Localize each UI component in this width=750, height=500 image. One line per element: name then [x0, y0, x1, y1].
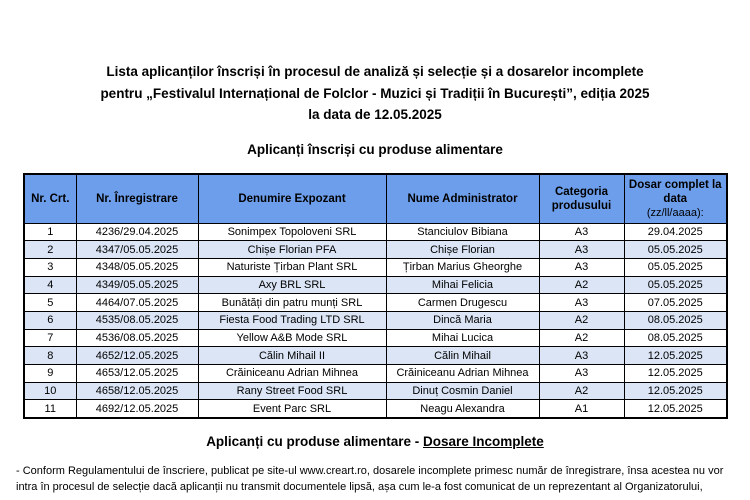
table-cell: A2 [539, 382, 624, 400]
table-row [24, 294, 727, 312]
header-categoria-produsului: Categoria produsului [539, 174, 624, 224]
table-cell: Sonimpex Topoloveni SRL [198, 223, 386, 241]
table-cell: A3 [539, 241, 624, 259]
table-cell: Axy BRL SRL [198, 276, 386, 294]
table-cell: Călin Mihail II [198, 347, 386, 365]
table-cell: 08.05.2025 [624, 329, 727, 347]
table-row [24, 258, 727, 276]
table-row [24, 223, 727, 241]
table-cell: Chișe Florian [386, 241, 539, 259]
page-title [0, 0, 750, 126]
table-cell: 11 [24, 400, 76, 418]
table-cell: 4653/12.05.2025 [76, 365, 198, 383]
table-cell: Dinuț Cosmin Daniel [386, 382, 539, 400]
table-cell: 7 [24, 329, 76, 347]
table-cell: Mihai Lucica [386, 329, 539, 347]
header-denumire-expozant: Denumire Expozant [198, 174, 386, 224]
table-cell: 4348/05.05.2025 [76, 258, 198, 276]
header-nr-inregistrare: Nr. Înregistrare [76, 174, 198, 224]
table-cell: 29.04.2025 [624, 223, 727, 241]
table-row [24, 311, 727, 329]
page-title-line-1: Lista aplicanților înscriși în procesul de analiză și selecție și a dosarelor incomplete [106, 64, 644, 79]
table-cell: Stanciulov Bibiana [386, 223, 539, 241]
table-cell: 4464/07.05.2025 [76, 294, 198, 312]
table-cell: A2 [539, 329, 624, 347]
table-cell: 12.05.2025 [624, 347, 727, 365]
table-cell: Chișe Florian PFA [198, 241, 386, 259]
table-row [24, 241, 727, 259]
table-cell: 05.05.2025 [624, 258, 727, 276]
table-cell: 10 [24, 382, 76, 400]
table-cell: 12.05.2025 [624, 400, 727, 418]
table-cell: 07.05.2025 [624, 294, 727, 312]
table-cell: Țirban Marius Gheorghe [386, 258, 539, 276]
table-cell: A3 [539, 365, 624, 383]
table-cell: A3 [539, 294, 624, 312]
table-row [24, 347, 727, 365]
header-nr-crt: Nr. Crt. [24, 174, 76, 224]
table-cell: Neagu Alexandra [386, 400, 539, 418]
table-cell: 12.05.2025 [624, 382, 727, 400]
table-cell: 5 [24, 294, 76, 312]
table-cell: 05.05.2025 [624, 276, 727, 294]
table-cell: 4692/12.05.2025 [76, 400, 198, 418]
header-dosar-complet-bold: Dosar complet la data [628, 178, 722, 205]
page-title-line-2: pentru „Festivalul Internațional de Folclor - Muzici și Tradiții în București”, ediția 2025 [100, 85, 650, 101]
table-cell: Crăiniceanu Adrian Mihnea [386, 365, 539, 383]
table-row [24, 382, 727, 400]
section-heading-incomplete-files [0, 434, 750, 449]
table-cell: A3 [539, 223, 624, 241]
table-row [24, 365, 727, 383]
table-cell: Rany Street Food SRL [198, 382, 386, 400]
page-title-line-3: la data de 12.05.2025 [308, 107, 442, 122]
table-cell: 6 [24, 311, 76, 329]
table-cell: 1 [24, 223, 76, 241]
table-cell: 4652/12.05.2025 [76, 347, 198, 365]
table-cell: A1 [539, 400, 624, 418]
section-heading-food-applicants: Aplicanți înscriși cu produse alimentare [247, 141, 503, 157]
table-row [24, 400, 727, 418]
table-cell: Carmen Drugescu [386, 294, 539, 312]
table-cell: Dincă Maria [386, 311, 539, 329]
applicants-table [23, 173, 728, 420]
table-cell: A2 [539, 311, 624, 329]
table-cell: 4 [24, 276, 76, 294]
table-cell: Naturiste Țirban Plant SRL [198, 258, 386, 276]
header-nume-administrator: Nume Administrator [386, 174, 539, 224]
table-cell: A3 [539, 347, 624, 365]
table-row [24, 329, 727, 347]
table-cell: 2 [24, 241, 76, 259]
table-cell: Yellow A&B Mode SRL [198, 329, 386, 347]
table-cell: 3 [24, 258, 76, 276]
table-cell: 05.05.2025 [624, 241, 727, 259]
table-cell: Fiesta Food Trading LTD SRL [198, 311, 386, 329]
table-cell: 12.05.2025 [624, 365, 727, 383]
table-cell: 08.05.2025 [624, 311, 727, 329]
table-cell: 9 [24, 365, 76, 383]
table-cell: A2 [539, 276, 624, 294]
incomplete-heading-prefix: Aplicanți cu produse alimentare - [206, 434, 423, 450]
table-cell: 4658/12.05.2025 [76, 382, 198, 400]
footer-note: - Conform Regulamentului de înscriere, publicat pe site-ul www.creart.ro, dosarele incomplete primesc număr de înregistrare, însa acestea nu vor intra în procesul de selecție dacă aplicanții nu transmit documentele lipsă, așa cum le-a fost comunicat de un reprezentant al Organizatorului, [16, 465, 724, 493]
incomplete-heading-underlined: Dosare Incomplete [423, 434, 544, 450]
table-cell: 8 [24, 347, 76, 365]
table-cell: 4536/08.05.2025 [76, 329, 198, 347]
table-cell: Event Parc SRL [198, 400, 386, 418]
table-cell: Crăiniceanu Adrian Mihnea [198, 365, 386, 383]
table-cell: 4349/05.05.2025 [76, 276, 198, 294]
table-header-row [24, 174, 727, 224]
header-dosar-complet [624, 174, 727, 224]
table-cell: Călin Mihail [386, 347, 539, 365]
table-cell: Mihai Felicia [386, 276, 539, 294]
table-cell: A3 [539, 258, 624, 276]
header-dosar-complet-format: (zz/ll/aaaa): [646, 206, 704, 219]
table-cell: 4347/05.05.2025 [76, 241, 198, 259]
table-cell: Bunătăți din patru munți SRL [198, 294, 386, 312]
table-cell: 4236/29.04.2025 [76, 223, 198, 241]
table-cell: 4535/08.05.2025 [76, 311, 198, 329]
table-row [24, 276, 727, 294]
